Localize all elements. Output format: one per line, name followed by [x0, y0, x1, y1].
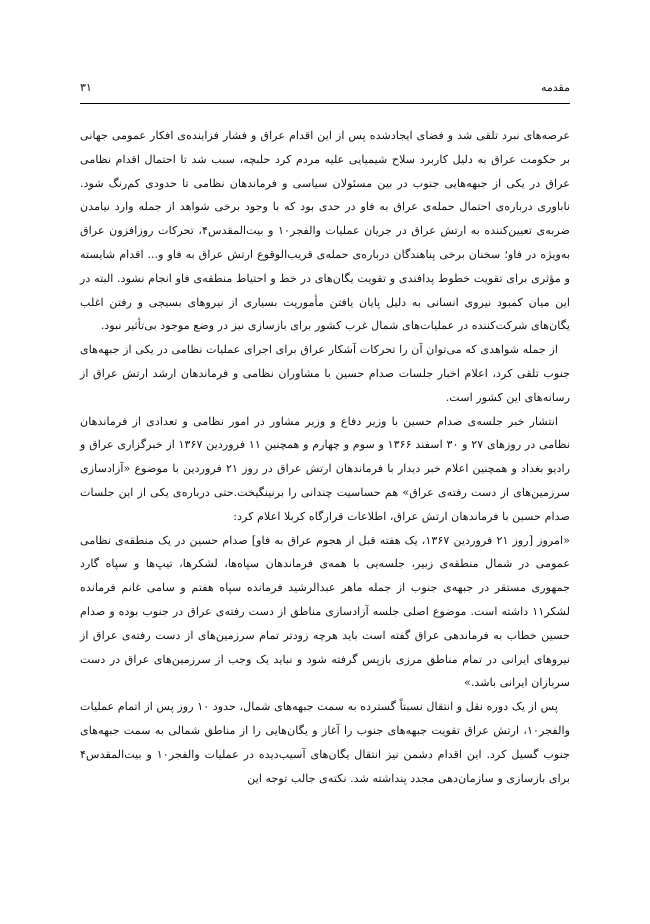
- paragraph: پس از یک دوره نقل و انتقال نسبتاً گسترده به سمت جبهه‌های شمال، حدود ۱۰ روز پس از اتمام عملیات والفجر۱۰، ارتش عراق تقویت جبهه‌های جنوب را آغاز و یگان‌هایی را از مناطق شمالی به سمت جبهه‌های جنوب گسیل کرد. این اقدام دشمن نیز انتقال یگان‌های آسیب‌دیده در عملیات والفجر۱۰ و بیت‌المقدس۴ برای بازسازی و سازمان‌دهی مجدد پنداشته شد. نکته‌ی جالب توجه این: [80, 700, 571, 785]
- body-text: [80, 124, 570, 790]
- running-header: [80, 78, 570, 96]
- paragraph: عرصه‌های نبرد تلقی شد و فضای ایجادشده پس از این اقدام عراق و فشار فزاینده‌ی افکار عمومی جهانی بر حکومت عراق به دلیل کاربرد سلاح شیمیایی علیه مردم کرد حلبچه، سبب شد تا احتمال اقدام نظامی عراق در یکی از جبهه‌هایی جنوب در بین مسئولان سیاسی و فرماندهان نظامی تا حدودی کم‌رنگ شود. ناباوری درباره‌ی احتمال حمله‌ی عراق به فاو در حدی بود که با وجود برخی شواهد از جمله وارد نیامدن ضربه‌ی تعیین‌کننده به ارتش عراق در جریان عملیات والفجر۱۰ و بیت‌المقدس۴، تحرکات روزافزون عراق به‌ویژه در فاو؛ سخنان برخی پناهندگان درباره‌ی حمله‌ی قریب‌الوقوع ارتش عراق به فاو و... اقدام شایسته و مؤثری برای تقویت خطوط پدافندی و تقویت یگان‌های در خط و احتیاط منطقه‌ی فاو انجام نشود. البته در این میان کمبود نیروی انسانی به دلیل پایان یافتن مأموریت بسیاری از نیروهای بسیجی و رفتن اغلب یگان‌های شرکت‌کننده در عملیات‌های شمال غرب کشور برای بازسازی نیز در وضع موجود بی‌تأثیر نبود.: [80, 129, 570, 333]
- chapter-title: مقدمه: [540, 80, 570, 94]
- header-rule: [80, 103, 570, 104]
- page-number: ۳۱: [80, 80, 92, 94]
- paragraph: از جمله شواهدی که می‌توان آن را تحرکات آشکار عراق برای اجرای عملیات نظامی در یکی از جبهه‌های جنوب تلقی کرد، اعلام اخبار جلسات صدام حسین با مشاوران نظامی و فرماندهان ارشد ارتش عراق از رسانه‌های این کشور است.: [80, 343, 570, 404]
- paragraph: انتشار خبر جلسه‌ی صدام حسین با وزیر دفاع و وزیر مشاور در امور نظامی و تعدادی از فرماندهان نظامی در روزهای ۲۷ و ۳۰ اسفند ۱۳۶۶ و سوم و چهارم و همچنین ۱۱ فروردین ۱۳۶۷ از خبرگزاری عراق و رادیو بغداد و همچنین اعلام خبر دیدار با فرماندهان ارتش عراق در روز ۲۱ فروردین با موضوع «آزادسازی سرزمین‌های از دست رفته‌ی عراق» هم حساسیت چندانی را برنینگیخت.حتی درباره‌ی یکی از این جلسات صدام حسین با فرماندهان ارتش عراق، اطلاعات قرارگاه کربلا اعلام کرد:: [80, 414, 570, 523]
- quotation-paragraph: «امروز [روز ۲۱ فروردین ۱۳۶۷، یک هفته قبل از هجوم عراق به فاو] صدام حسین در یک منطقه‌ی نظامی عمومی در شمال منطقه‌ی زبیر، جلسه‌یی با همه‌ی فرماندهان سپاه‌ها، لشکرها، تیپ‌ها و سپاه گارد جمهوری مستقر در جبهه‌ی جنوب از جمله ماهر عبدالرشید فرمانده سپاه هفتم و سامی غانم فرمانده لشکر۱۱ داشته است. موضوع اصلی جلسه آزادسازی مناطق از دست رفته‌ی عراق در جنوب بوده و صدام حسین خطاب به فرماندهی عراق گفته است باید هرچه زودتر تمام سرزمین‌های از دست رفته‌ی عراق از نیروهای ایرانی در تمام مناطق مرزی بازپس گرفته شود و نباید یک وجب از سرزمین‌های عراق در دست سربازان ایرانی باشد.»: [80, 533, 570, 690]
